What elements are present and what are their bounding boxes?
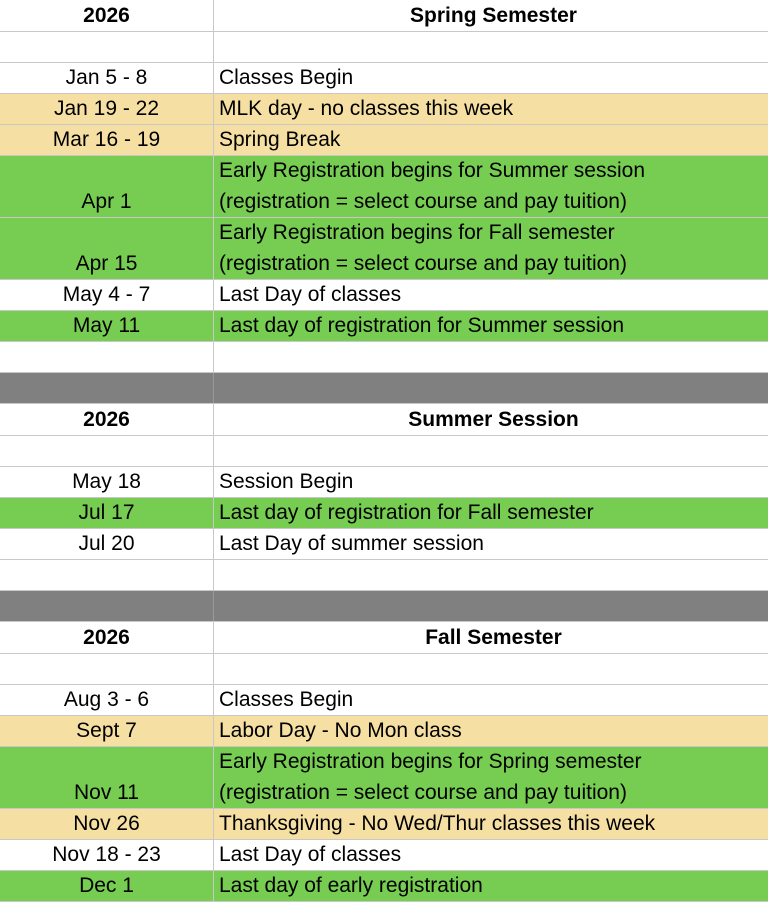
event-text-line: Session Begin	[219, 470, 354, 493]
blank-cell	[214, 560, 768, 590]
separator-cell	[0, 373, 214, 403]
calendar-row	[0, 63, 768, 94]
event-text-line: Labor Day - No Mon class	[219, 719, 462, 742]
event-text-line: Classes Begin	[219, 688, 354, 711]
event-description	[214, 871, 768, 901]
section-title: Fall Semester	[425, 626, 562, 649]
event-date: Nov 26	[0, 809, 214, 839]
section-year: 2026	[0, 0, 214, 31]
section-title: Spring Semester	[410, 4, 577, 27]
calendar-row	[0, 280, 768, 311]
blank-cell	[214, 32, 768, 62]
event-text-line: Last day of early registration	[219, 874, 483, 897]
separator-cell	[214, 373, 768, 403]
event-description	[214, 218, 768, 279]
section-header	[0, 404, 768, 436]
calendar-row	[0, 94, 768, 125]
calendar-row	[0, 840, 768, 871]
event-description	[214, 467, 768, 497]
event-text-line: Classes Begin	[219, 66, 354, 89]
event-description	[214, 809, 768, 839]
event-description	[214, 63, 768, 93]
blank-cell	[0, 342, 214, 372]
event-date: Jan 19 - 22	[0, 94, 214, 124]
blank-cell	[0, 654, 214, 684]
blank-cell	[214, 342, 768, 372]
calendar-row	[0, 685, 768, 716]
blank-row	[0, 654, 768, 685]
event-date: Apr 1	[0, 156, 214, 217]
event-date: Sept 7	[0, 716, 214, 746]
calendar-row	[0, 716, 768, 747]
event-text-line: (registration = select course and pay tuition)	[219, 190, 627, 213]
event-date: Nov 18 - 23	[0, 840, 214, 870]
blank-row	[0, 560, 768, 591]
blank-row	[0, 32, 768, 63]
event-text-line: Early Registration begins for Spring semester	[219, 750, 642, 773]
section-separator	[0, 591, 768, 622]
event-text-line: (registration = select course and pay tuition)	[219, 781, 627, 804]
event-date: Dec 1	[0, 871, 214, 901]
calendar-row	[0, 467, 768, 498]
section-header	[0, 622, 768, 654]
event-date: Apr 15	[0, 218, 214, 279]
blank-cell	[0, 560, 214, 590]
event-description	[214, 280, 768, 310]
event-date: May 18	[0, 467, 214, 497]
calendar-row	[0, 156, 768, 218]
event-date: Aug 3 - 6	[0, 685, 214, 715]
section-title: Summer Session	[408, 408, 579, 431]
event-date: May 4 - 7	[0, 280, 214, 310]
event-date: Nov 11	[0, 747, 214, 808]
event-text-line: Early Registration begins for Summer session	[219, 159, 646, 182]
separator-cell	[0, 591, 214, 621]
calendar-row	[0, 311, 768, 342]
section-header	[0, 0, 768, 32]
event-description	[214, 840, 768, 870]
event-description	[214, 529, 768, 559]
blank-row	[0, 436, 768, 467]
calendar-row	[0, 809, 768, 840]
event-date: Jul 17	[0, 498, 214, 528]
event-description	[214, 716, 768, 746]
event-date: Mar 16 - 19	[0, 125, 214, 155]
blank-cell	[214, 436, 768, 466]
event-text-line: (registration = select course and pay tuition)	[219, 252, 627, 275]
event-text-line: Last day of registration for Fall semester	[219, 501, 594, 524]
blank-cell	[0, 436, 214, 466]
calendar-row	[0, 498, 768, 529]
event-description	[214, 685, 768, 715]
event-description	[214, 747, 768, 808]
blank-cell	[0, 32, 214, 62]
section-year: 2026	[0, 404, 214, 435]
calendar-row	[0, 747, 768, 809]
event-text-line: Last Day of summer session	[219, 532, 484, 555]
blank-row	[0, 342, 768, 373]
event-description	[214, 156, 768, 217]
event-text-line: Last Day of classes	[219, 843, 402, 866]
separator-cell	[214, 591, 768, 621]
event-text-line: Last day of registration for Summer session	[219, 314, 625, 337]
blank-cell	[214, 654, 768, 684]
section-year: 2026	[0, 622, 214, 653]
event-text-line: Thanksgiving - No Wed/Thur classes this week	[219, 812, 656, 835]
event-description	[214, 125, 768, 155]
event-description	[214, 498, 768, 528]
event-date: Jul 20	[0, 529, 214, 559]
calendar-row	[0, 125, 768, 156]
event-date: Jan 5 - 8	[0, 63, 214, 93]
calendar-row	[0, 529, 768, 560]
section-separator	[0, 373, 768, 404]
event-text-line: MLK day - no classes this week	[219, 97, 514, 120]
event-description	[214, 94, 768, 124]
event-date: May 11	[0, 311, 214, 341]
event-text-line: Last Day of classes	[219, 283, 402, 306]
event-description	[214, 311, 768, 341]
event-text-line: Early Registration begins for Fall semester	[219, 221, 615, 244]
event-text-line: Spring Break	[219, 128, 341, 151]
calendar-row	[0, 871, 768, 902]
calendar-row	[0, 218, 768, 280]
